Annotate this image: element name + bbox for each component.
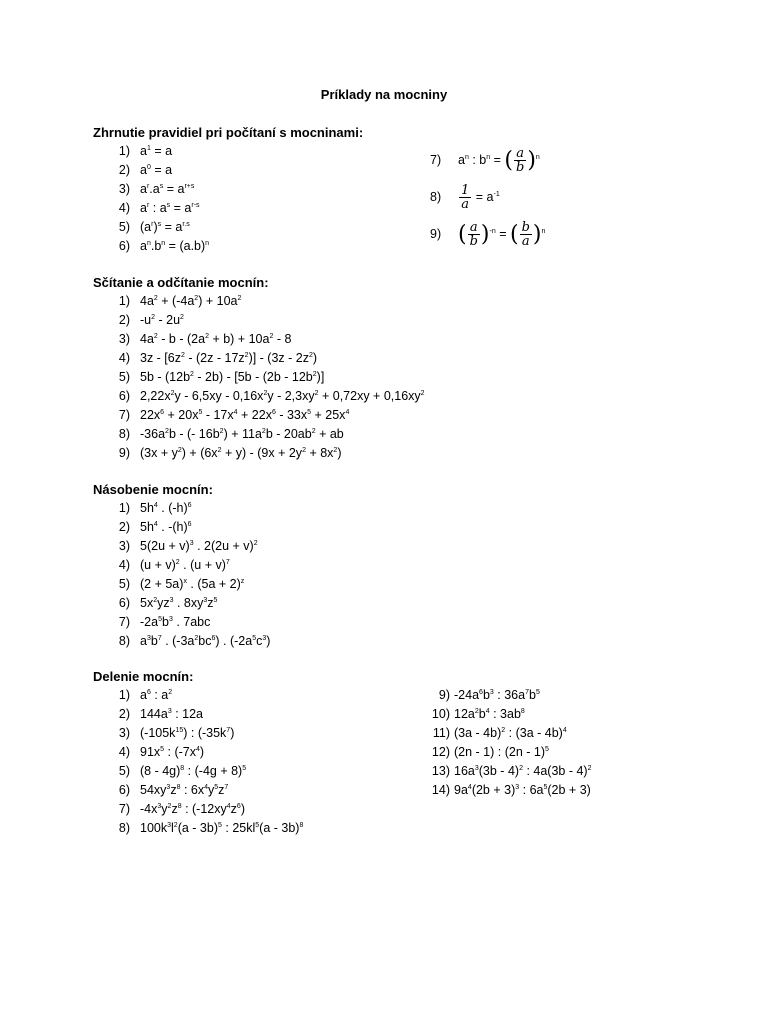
item-expression: $100k^3l^2(a - 3b)^5$ : $25kl^5(a - 3b)^8$ [140, 821, 304, 835]
addition-item [110, 406, 349, 425]
item-number: 1) [118, 144, 130, 158]
division-item [110, 781, 228, 800]
item-number: 12) [431, 745, 450, 759]
item-number: 8) [118, 427, 130, 441]
item-expression: $5x^2yz^3$ . $8xy^3z^5$ [140, 596, 218, 610]
item-number: 2) [118, 313, 130, 327]
rule-item [110, 199, 200, 218]
item-number: 4) [118, 745, 130, 759]
item-expression: $16a^3(3b - 4)^2$ : 4a(3b - 4)$^2$ [454, 764, 592, 778]
item-number: 2) [118, 520, 130, 534]
fraction: $\frac{1}{a}$ [461, 182, 470, 212]
item-number: 2) [118, 163, 130, 177]
item-expression: $-u^2 - 2u^2$ [140, 313, 184, 327]
item-number: 8) [118, 821, 130, 835]
multiplication-item [110, 575, 244, 594]
page-title: Príklady na mocniny [320, 87, 448, 102]
multiplication-item [110, 518, 192, 537]
item-expression: $4a^2 - b - (2a^2 + b) + 10a^2 - 8$ [140, 332, 292, 346]
item-number: 11) [432, 726, 450, 740]
multiplication-item [110, 632, 270, 651]
rules-heading: Zhrnutie pravidiel pri počítaní s mocninami: [93, 125, 364, 140]
item-expression: ( $\frac{a}{b}$ )$^{-n}$ = ( $\frac{b}{a}$ )$^n$ [458, 219, 546, 249]
multiplication-item [110, 537, 258, 556]
item-number: 5) [118, 220, 130, 234]
addition-item [110, 425, 344, 444]
item-number: 1) [118, 501, 130, 515]
item-expression: $(-105k^{15})$ : $(-35k^7)$ [140, 726, 235, 740]
addition-item [110, 444, 342, 463]
item-number: 8) [430, 190, 442, 204]
rule-fraction-item [430, 144, 540, 176]
division-item [110, 686, 172, 705]
division-item [110, 800, 245, 819]
item-expression: $12a^2b^4$ : $3ab^8$ [454, 707, 525, 721]
item-number: 3) [118, 332, 130, 346]
rule-fraction-item [430, 218, 545, 250]
item-number: 7) [118, 408, 130, 422]
item-expression: $a^1 = a$ [140, 144, 173, 158]
item-expression: (3a - 4b)$^2$ : (3a - 4b)$^4$ [454, 726, 567, 740]
item-number: 4) [118, 351, 130, 365]
item-number: 6) [118, 596, 130, 610]
item-expression: $5h^4$ . $-(h)^6$ [140, 520, 192, 534]
rule-item [110, 237, 209, 256]
item-expression: $5(2u + v)^3$ . $2(2u + v)^2$ [140, 539, 258, 553]
item-expression: $4a^2 + (-4a^2) + 10a^2$ [140, 294, 242, 308]
item-number: 7) [430, 153, 442, 167]
item-number: 1) [118, 688, 130, 702]
item-expression: $a^6$ : $a^2$ [140, 688, 173, 702]
item-number: 4) [118, 201, 130, 215]
item-expression: $-2a^5b^3$ . 7abc [140, 615, 211, 629]
item-expression: $a^n$ : $b^n$ = ( $\frac{a}{b}$ )$^n$ [458, 145, 540, 175]
item-expression: $\frac{1}{a}$ = $a^{-1}$ [461, 182, 500, 212]
item-expression: $a^r$ : $a^s = a^{r-s}$ [140, 201, 200, 215]
division-item [424, 781, 591, 800]
addition-item [110, 311, 184, 330]
multiplication-item [110, 499, 192, 518]
item-expression: $2,22x^2y - 6,5xy - 0,16x^2y - 2,3xy^2 + 0,72xy + 0,16xy^2$ [140, 389, 425, 403]
item-number: 3) [118, 182, 130, 196]
multiplication-heading: Násobenie mocnín: [93, 482, 213, 497]
multiplication-item [110, 613, 210, 632]
item-expression: $-4x^3y^2z^8$ : $(-12xy^4z^6)$ [140, 802, 245, 816]
fraction: $\frac{b}{a}$ [521, 219, 530, 249]
addition-item [110, 387, 425, 406]
addition-item [110, 349, 317, 368]
division-item [424, 705, 525, 724]
item-expression: $5b - (12b^2 - 2b) - [5b - (2b - 12b^2)]$ [140, 370, 325, 384]
rule-fraction-item [430, 181, 500, 213]
division-item [110, 705, 203, 724]
addition-item [110, 292, 241, 311]
item-number: 2) [118, 707, 130, 721]
item-number: 9) [118, 446, 130, 460]
rule-item [110, 161, 172, 180]
item-expression: $(u + v)^2$ . $(u + v)^7$ [140, 558, 230, 572]
item-expression: $91x^5$ : $(-7x^4)$ [140, 745, 205, 759]
item-expression: $54xy^3z^8$ : $6x^4y^5z^7$ [140, 783, 229, 797]
item-expression: $-36a^2b$ - (- $16b^2) + 11a^2b - 20ab^2$ + ab [140, 427, 344, 441]
item-expression: $(2 + 5a)^x$ . $(5a + 2)^z$ [140, 577, 245, 591]
item-number: 5) [118, 370, 130, 384]
item-number: 6) [118, 239, 130, 253]
multiplication-item [110, 594, 217, 613]
item-number: 5) [118, 764, 130, 778]
item-number: 7) [118, 802, 130, 816]
item-number: 8) [118, 634, 130, 648]
item-number: 6) [118, 389, 130, 403]
item-expression: (2n - 1) : (2n - 1)$^5$ [454, 745, 549, 759]
item-expression: $9a^4(2b + 3)^3$ : $6a^5(2b + 3)$ [454, 783, 591, 797]
addition-item [110, 330, 291, 349]
item-expression: $a^3b^7$ . $(-3a^2bc^6)$ . $(-2a^5c^3)$ [140, 634, 271, 648]
item-expression: $a^0 = a$ [140, 163, 173, 177]
item-expression: $(3x + y^2) + (6x^2 + y) - (9x + 2y^2 + 8x^2)$ [140, 446, 342, 460]
division-heading: Delenie mocnín: [93, 669, 194, 684]
item-number: 7) [118, 615, 130, 629]
division-item [424, 762, 592, 781]
addition-heading: Sčítanie a odčítanie mocnín: [93, 275, 269, 290]
fraction: $\frac{a}{b}$ [515, 145, 525, 175]
rule-item [110, 180, 194, 199]
item-number: 1) [118, 294, 130, 308]
item-number: 3) [118, 726, 130, 740]
division-item [110, 724, 234, 743]
item-number: 9) [438, 688, 450, 702]
division-item [110, 743, 204, 762]
item-number: 3) [118, 539, 130, 553]
item-number: 13) [431, 764, 450, 778]
item-number: 6) [118, 783, 130, 797]
division-item [424, 724, 567, 743]
addition-item [110, 368, 324, 387]
item-expression: $(a^r)^s = a^{r.s}$ [140, 220, 190, 234]
item-number: 5) [118, 577, 130, 591]
division-item [424, 743, 549, 762]
item-expression: $a^r.a^s = a^{r+s}$ [140, 182, 195, 196]
item-number: 10) [431, 707, 450, 721]
division-item [110, 762, 246, 781]
item-expression: $22x^6 + 20x^5 - 17x^4 + 22x^6 - 33x^5 + 25x^4$ [140, 408, 350, 422]
item-expression: $-24a^6b^3$ : $36a^7b^5$ [454, 688, 540, 702]
item-number: 4) [118, 558, 130, 572]
division-item [424, 686, 540, 705]
item-expression: (8 - 4g)$^8$ : $(-4g + 8)^5$ [140, 764, 247, 778]
fraction: $\frac{a}{b}$ [469, 219, 478, 249]
item-expression: $144a^3$ : 12a [140, 707, 203, 721]
multiplication-item [110, 556, 230, 575]
division-item [110, 819, 303, 838]
rule-item [110, 218, 190, 237]
item-number: 9) [430, 227, 442, 241]
item-number: 14) [431, 783, 450, 797]
rule-item [110, 142, 172, 161]
item-expression: $3z - [6z^2 - (2z - 17z^2)] - (3z - 2z^2)$ [140, 351, 318, 365]
item-expression: $a^n.b^n = (a.b)^n$ [140, 239, 210, 253]
item-expression: $5h^4$ . $(-h)^6$ [140, 501, 192, 515]
